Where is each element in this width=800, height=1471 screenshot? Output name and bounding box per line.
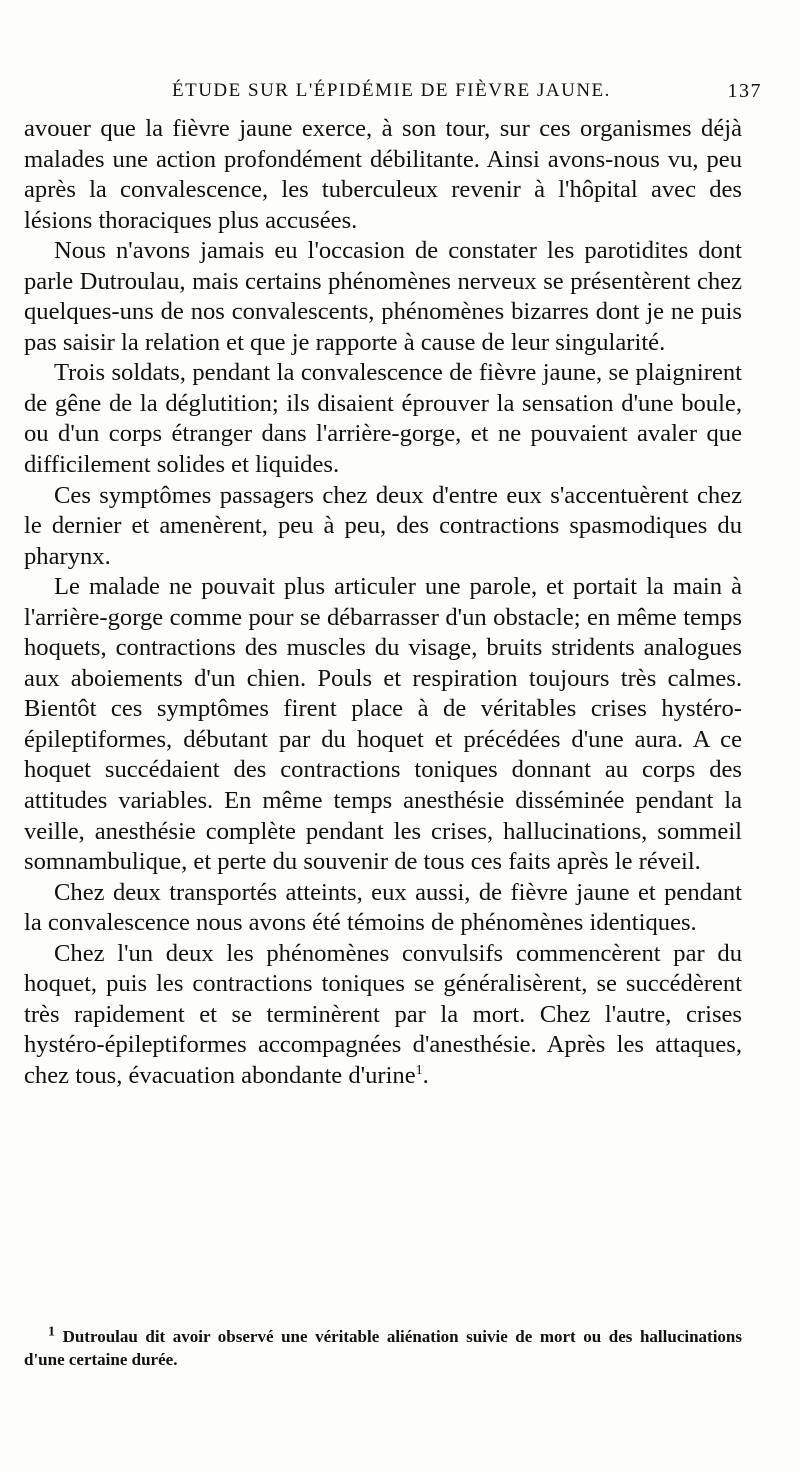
paragraph: Le malade ne pouvait plus articuler une parole, et portait la main à l'arrière-gorge comme pour se débarrasser d'un obstacle; en même temps hoquets, contractions des muscles du visage, bruits stridents analogues aux aboiements d'un chien. Pouls et respiration toujours très calmes. Bientôt ces symptômes firent place à de véritables crises hystéro-épileptiformes, débutant par du hoquet et précédées d'une aura. A ce hoquet succédaient des contractions toniques donnant au corps des attitudes variables. En même temps anesthésie disséminée pendant la veille, anesthésie complète pendant les crises, hallucinations, sommeil somnambulique, et perte du souvenir de tous ces faits après le réveil. [24,573,742,876]
paragraph: Ces symptômes passagers chez deux d'entre eux s'accentuèrent chez le dernier et amenèrent, peu à peu, des contractions spasmodiques du pharynx. [24,481,742,570]
paragraph-with-note [24,939,742,1092]
footnote-marker: 1 [48,1324,55,1340]
footnote-reference: 1 [415,1062,423,1078]
final-period: . [422,1061,429,1089]
paragraph-text: Chez l'un deux les phénomènes convulsifs commencèrent par du hoquet, puis les contractions toniques se généralisèrent, se succédèrent très rapidement et se terminèrent par la mort. Chez l'autre, crises hystéro-épileptiformes accompagnées d'anesthésie. Après les attaques, chez tous, évacuation abondante d'urine [24,939,742,1089]
running-head [22,80,762,108]
body-text [24,114,742,1092]
running-title: ÉTUDE SUR L'ÉPIDÉMIE DE FIÈVRE JAUNE. [172,80,611,101]
paragraph: Trois soldats, pendant la convalescence de fièvre jaune, se plaignirent de gêne de la déglutition; ils disaient éprouver la sensation d'une boule, ou d'un corps étranger dans l'arrière-gorge, et ne pouvaient avaler que difficilement solides et liquides. [24,359,742,479]
footnote [24,1325,742,1371]
footnote-text: Dutroulau dit avoir observé une véritable aliénation suivie de mort ou des hallucinations d'une certaine durée. [24,1327,742,1369]
paragraph: Chez deux transportés atteints, eux aussi, de fièvre jaune et pendant la convalescence nous avons été témoins de phénomènes identiques. [24,878,742,937]
paragraph: Nous n'avons jamais eu l'occasion de constater les parotidites dont parle Dutroulau, mais certains phénomènes nerveux se présentèrent chez quelques-uns de nos convalescents, phénomènes bizarres dont je ne puis pas saisir la relation et que je rapporte à cause de leur singularité. [24,237,742,356]
paragraph: avouer que la fièvre jaune exerce, à son tour, sur ces organismes déjà malades une action profondément débilitante. Ainsi avons-nous vu, peu après la convalescence, les tuberculeux revenir à l'hôpital avec des lésions thoraciques plus accusées. [24,115,742,234]
page-number: 137 [727,80,762,102]
